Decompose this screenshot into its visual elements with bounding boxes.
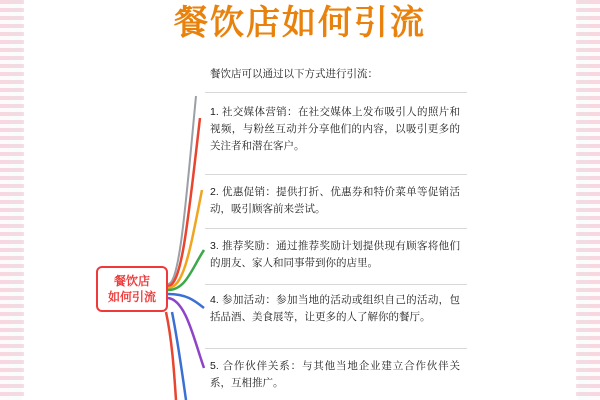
intro-text: 餐饮店可以通过以下方式进行引流： — [210, 68, 378, 80]
center-node-line2: 如何引流 — [107, 290, 156, 304]
branch-local-events: 4. 参加活动：参加当地的活动或组织自己的活动，包括品酒、美食展等，让更多的人了解你的餐厅。 — [210, 294, 460, 323]
divider-3 — [205, 228, 467, 229]
center-node-line1: 餐饮店 — [113, 274, 150, 288]
branch-social-media: 1. 社交媒体营销：在社交媒体上发布吸引人的照片和视频，与粉丝互动并分享他们的内容，以吸引更多的关注者和潜在客户。 — [210, 106, 460, 152]
branch-partnerships: 5. 合作伙伴关系：与其他当地企业建立合作伙伴关系，互相推广。 — [210, 360, 460, 389]
divider-1 — [205, 92, 467, 93]
divider-4 — [205, 284, 467, 285]
page-title: 餐饮店如何引流 — [174, 4, 426, 42]
branch-promotions: 2. 优惠促销：提供打折、优惠券和特价菜单等促销活动，吸引顾客前来尝试。 — [210, 186, 460, 215]
center-node — [96, 266, 168, 312]
branch-referral-rewards: 3. 推荐奖励：通过推荐奖励计划提供现有顾客将他们的朋友、家人和同事带到你的店里。 — [210, 240, 460, 269]
divider-2 — [205, 174, 467, 175]
divider-5 — [205, 348, 467, 349]
